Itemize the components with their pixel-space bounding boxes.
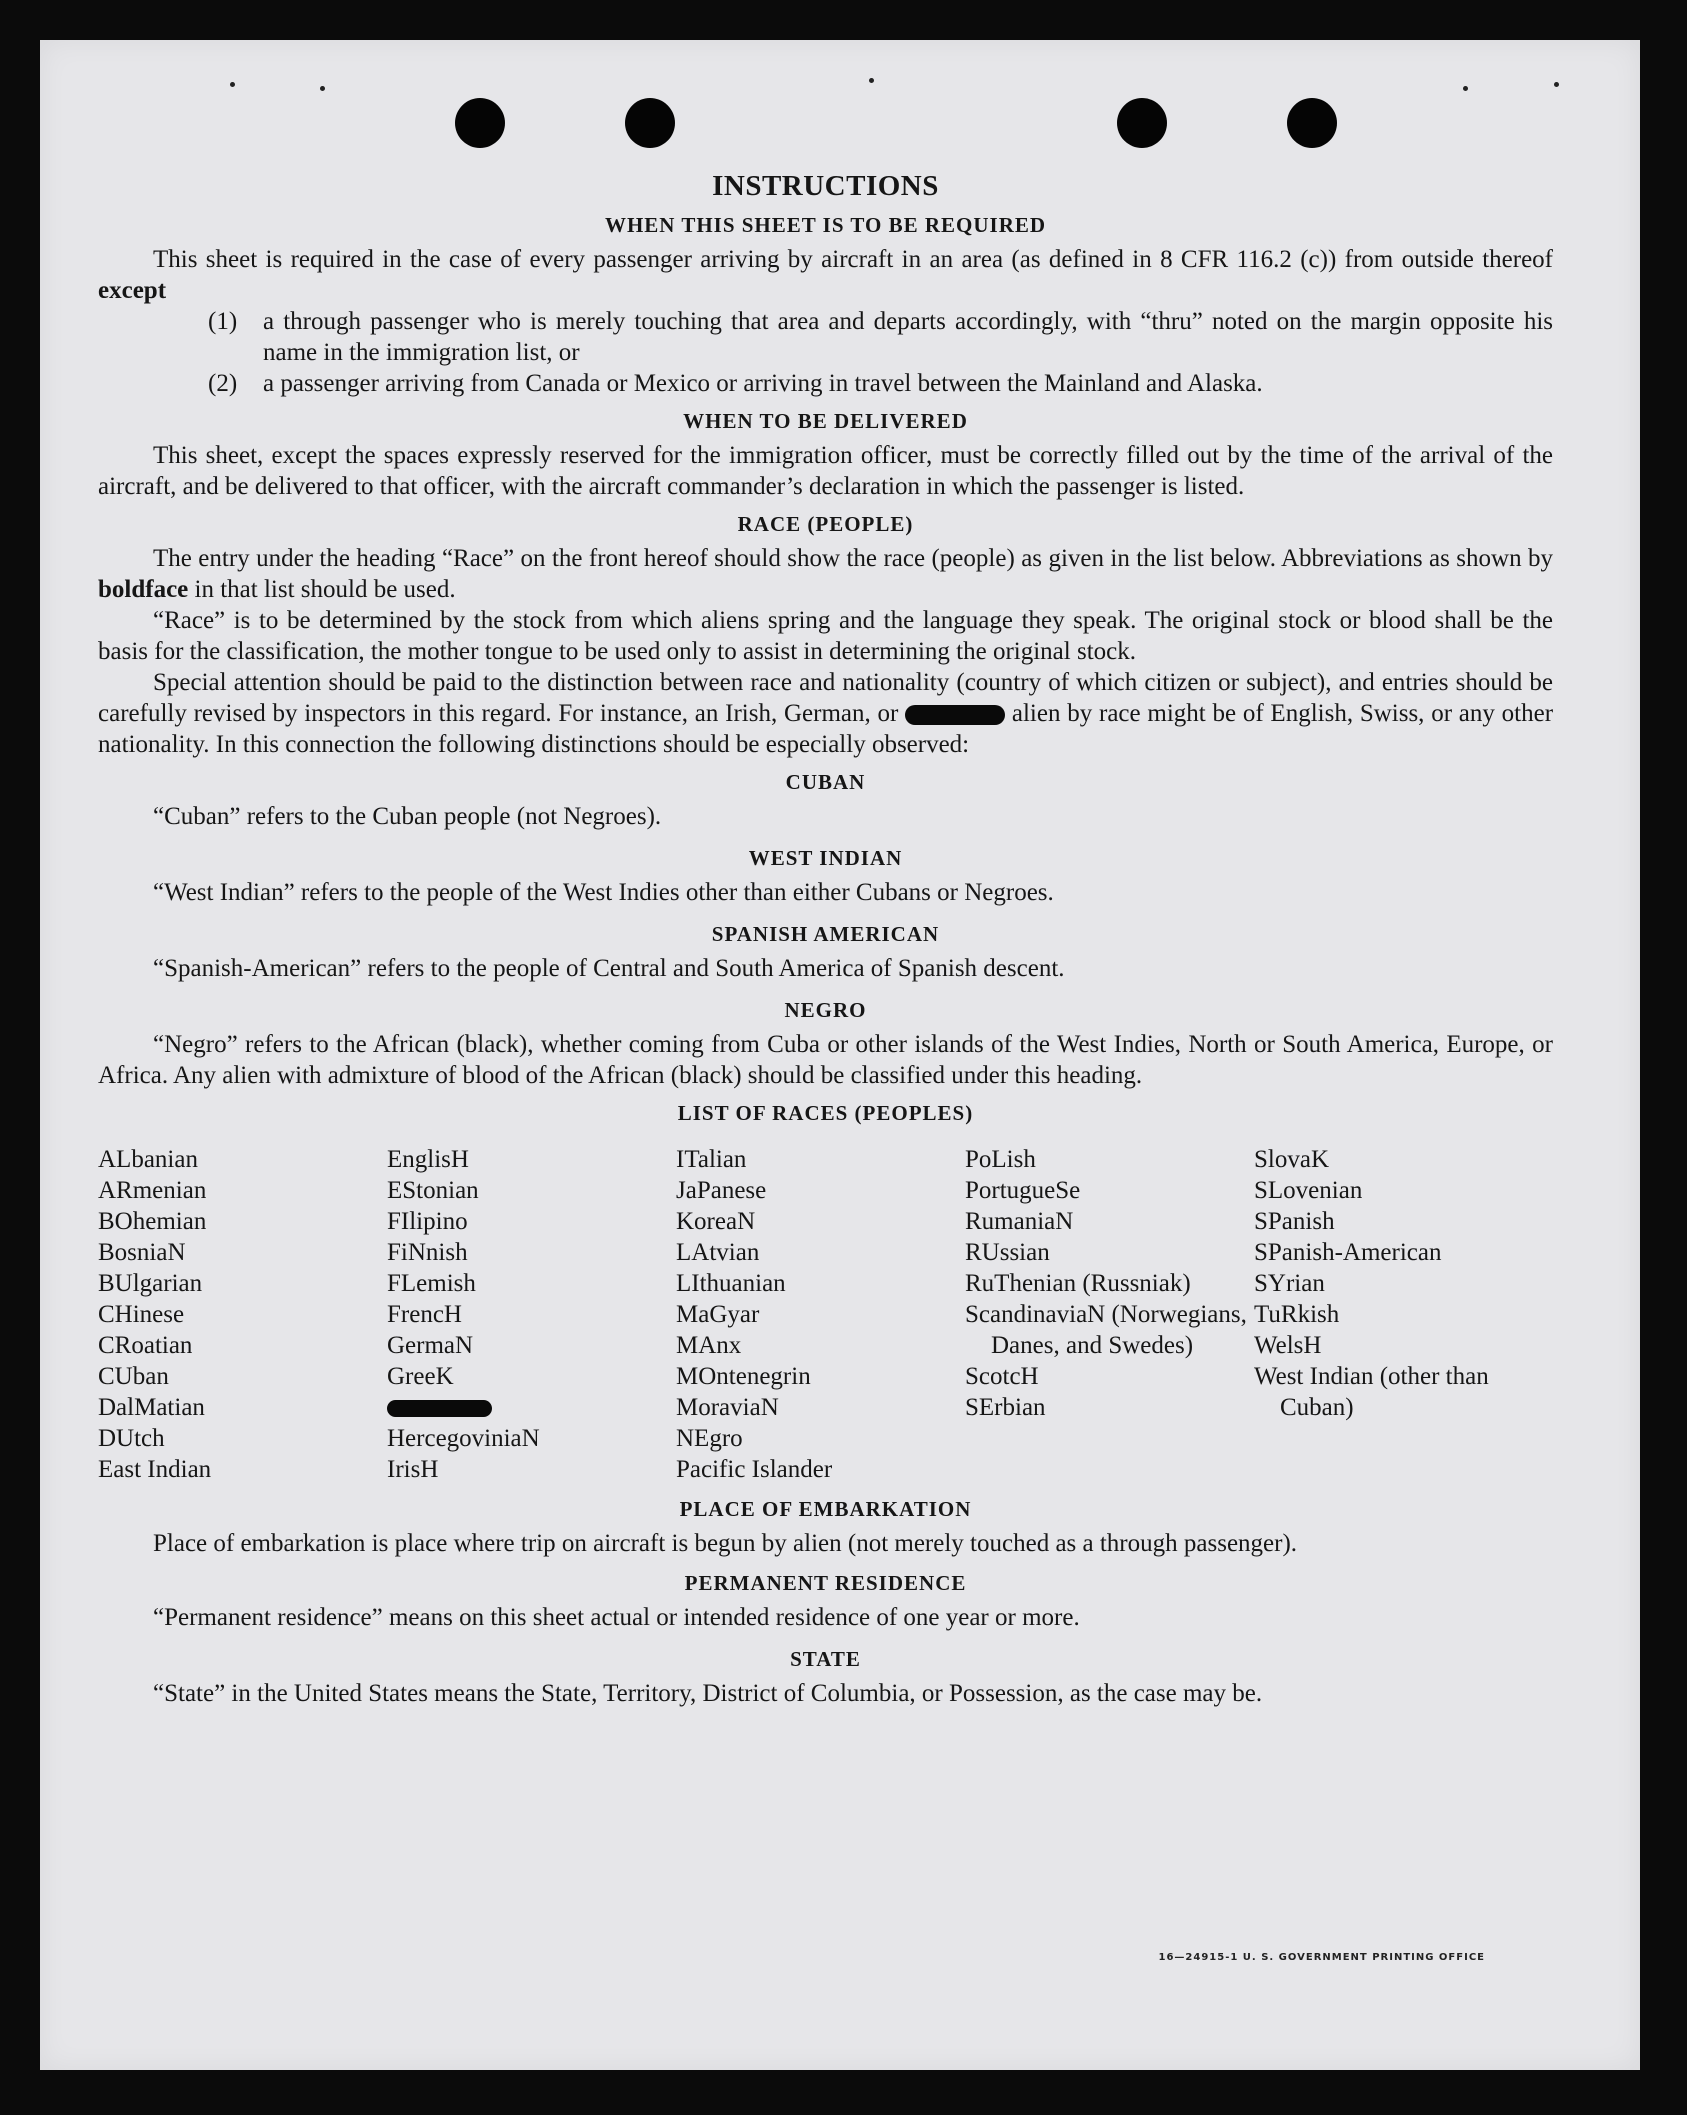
race-entry: DUtch [98, 1425, 165, 1452]
paragraph: “State” in the United States means the State, Territory, District of Columbia, or Possession, as the case may be. [153, 1680, 1263, 1707]
section-heading: WHEN THIS SHEET IS TO BE REQUIRED [604, 213, 1047, 237]
race-entry: RUssian [965, 1239, 1050, 1266]
item-number: (2) [208, 370, 238, 397]
race-entry: SLovenian [1254, 1177, 1363, 1204]
race-entry: EnglisH [387, 1146, 469, 1173]
race-entry: CUban [98, 1363, 169, 1390]
section-heading: PERMANENT RESIDENCE [684, 1571, 967, 1595]
paragraph: “Permanent residence” means on this sheet actual or intended residence of one year or more. [153, 1604, 1080, 1631]
race-column [387, 1144, 676, 1485]
race-entry: FiNnish [387, 1239, 468, 1266]
race-entry: EStonian [387, 1177, 479, 1204]
section-heading: PLACE OF EMBARKATION [679, 1497, 972, 1521]
race-entry: PoLish [965, 1146, 1036, 1173]
paragraph [98, 667, 1553, 760]
paragraph [98, 244, 1553, 306]
speck [320, 86, 325, 91]
section-heading: SPANISH AMERICAN [711, 922, 940, 946]
race-entry: ARmenian [98, 1177, 207, 1204]
boldface-text: boldface [98, 576, 189, 603]
section-heading: CUBAN [785, 770, 866, 794]
section-heading: STATE [790, 1647, 861, 1671]
paragraph-text: alien by race might be of English, Swiss, or any other nationality. In this connection the following distinctions should be especially observed: [98, 700, 1554, 758]
race-entry: SYrian [1254, 1270, 1325, 1297]
race-entry: IrisH [387, 1456, 439, 1483]
race-entry: LAtvian [676, 1239, 760, 1266]
race-entry: CRoatian [98, 1332, 193, 1359]
race-column [98, 1144, 387, 1485]
race-entry: SPanish [1254, 1208, 1335, 1235]
race-entry: RuThenian (Russniak) [965, 1270, 1191, 1297]
race-column [1254, 1144, 1543, 1485]
paragraph-text: in that list should be used. [194, 576, 456, 603]
punch-hole [1117, 98, 1167, 148]
item-number: (1) [208, 308, 238, 335]
race-entry: BosniaN [98, 1239, 186, 1266]
race-entry: TuRkish [1254, 1301, 1340, 1328]
race-entry: BOhemian [98, 1208, 207, 1235]
race-entry: SPanish-American [1254, 1239, 1442, 1266]
paragraph: “Spanish-American” refers to the people of Central and South America of Spanish descent. [153, 955, 1065, 982]
paragraph: “West Indian” refers to the people of the West Indies other than either Cubans or Negroes. [153, 879, 1054, 906]
paragraph: This sheet, except the spaces expressly reserved for the immigration officer, must be correctly filled out by the time of the arrival of the aircraft, and be delivered to that officer, with the aircraft commander’s declaration in which the passenger is listed. [98, 442, 1553, 500]
race-entry: FrencH [387, 1301, 462, 1328]
race-entry: LIthuanian [676, 1270, 786, 1297]
section-heading: LIST OF RACES (PEOPLES) [677, 1101, 974, 1125]
race-entry: MOntenegrin [676, 1363, 811, 1390]
list-item [208, 306, 1553, 368]
race-entry: ScandinaviaN (Norwegians, Danes, and Swedes) [965, 1301, 1247, 1359]
race-entry: FIlipino [387, 1208, 468, 1235]
paragraph-text: Special attention should be paid to the distinction between race and nationality (country of which citizen or subject), and entries should be carefully revised by inspectors in this regard. For instance, an Irish, German, or [98, 669, 1553, 727]
paragraph: “Cuban” refers to the Cuban people (not Negroes). [153, 803, 662, 830]
paragraph: “Negro” refers to the African (black), whether coming from Cuba or other islands of the West Indies, North or South America, Europe, or Africa. Any alien with admixture of blood of the African (black) should be classified under this heading. [98, 1031, 1553, 1089]
race-column [676, 1144, 965, 1485]
section-heading: RACE (PEOPLE) [737, 512, 914, 536]
paragraph-text: The entry under the heading “Race” on the front hereof should show the race (people) as given in the list below. Abbreviations as shown by [153, 545, 1553, 572]
redaction-mark [905, 705, 1005, 725]
race-entry: RumaniaN [965, 1208, 1074, 1235]
race-entry-redacted [387, 1392, 676, 1423]
race-entry: NEgro [676, 1425, 743, 1452]
page-title: INSTRUCTIONS [712, 170, 939, 202]
race-entry: SlovaK [1254, 1146, 1329, 1173]
speck [869, 78, 874, 83]
race-entry: Pacific Islander [676, 1456, 833, 1483]
race-entry: MAnx [676, 1332, 742, 1359]
race-list [98, 1144, 1553, 1485]
race-entry: FLemish [387, 1270, 476, 1297]
race-entry: GermaN [387, 1332, 474, 1359]
punch-hole [1287, 98, 1337, 148]
speck [1554, 82, 1559, 87]
instructions-content [98, 170, 1553, 1709]
race-entry: JaPanese [676, 1177, 767, 1204]
item-text: a through passenger who is merely touching that area and departs accordingly, with “thru” noted on the margin opposite his name in the immigration list, or [263, 308, 1553, 366]
paragraph-text: This sheet is required in the case of every passenger arriving by aircraft in an area (as defined in 8 CFR 116.2 (c)) from outside thereof [153, 246, 1553, 273]
paragraph: Place of embarkation is place where trip on aircraft is begun by alien (not merely touched as a through passenger). [153, 1530, 1298, 1557]
redaction-mark [387, 1400, 492, 1417]
section-heading: WHEN TO BE DELIVERED [683, 409, 968, 433]
list-item [208, 368, 1553, 399]
race-entry: KoreaN [676, 1208, 756, 1235]
race-entry: MoraviaN [676, 1394, 779, 1421]
speck [1463, 86, 1468, 91]
paragraph [98, 543, 1553, 605]
race-entry: ALbanian [98, 1146, 198, 1173]
race-entry: WelsH [1254, 1332, 1322, 1359]
paragraph: “Race” is to be determined by the stock from which aliens spring and the language they speak. The original stock or blood shall be the basis for the classification, the mother tongue to be used only to assist in determining the original stock. [98, 607, 1553, 665]
section-heading: NEGRO [784, 998, 867, 1022]
race-entry: GreeK [387, 1363, 454, 1390]
race-entry: PortugueSe [965, 1177, 1081, 1204]
race-entry: SErbian [965, 1394, 1046, 1421]
race-entry: CHinese [98, 1301, 185, 1328]
item-text: a passenger arriving from Canada or Mexico or arriving in travel between the Mainland and Alaska. [263, 370, 1263, 397]
speck [230, 82, 235, 87]
punch-hole [625, 98, 675, 148]
race-entry: DalMatian [98, 1394, 205, 1421]
race-entry: West Indian (other than Cuban) [1254, 1363, 1489, 1421]
section-heading: WEST INDIAN [748, 846, 903, 870]
punch-hole [455, 98, 505, 148]
race-entry: ScotcH [965, 1363, 1039, 1390]
except-text: except [98, 277, 167, 304]
race-entry: HercegoviniaN [387, 1425, 540, 1452]
printing-office-footer: 16—24915-1 U. S. GOVERNMENT PRINTING OFFICE [1158, 1952, 1485, 1963]
race-entry: MaGyar [676, 1301, 760, 1328]
race-entry: BUlgarian [98, 1270, 203, 1297]
race-entry: East Indian [98, 1456, 212, 1483]
document-sheet [40, 40, 1640, 2070]
race-entry: ITalian [676, 1146, 747, 1173]
race-column [965, 1144, 1254, 1485]
